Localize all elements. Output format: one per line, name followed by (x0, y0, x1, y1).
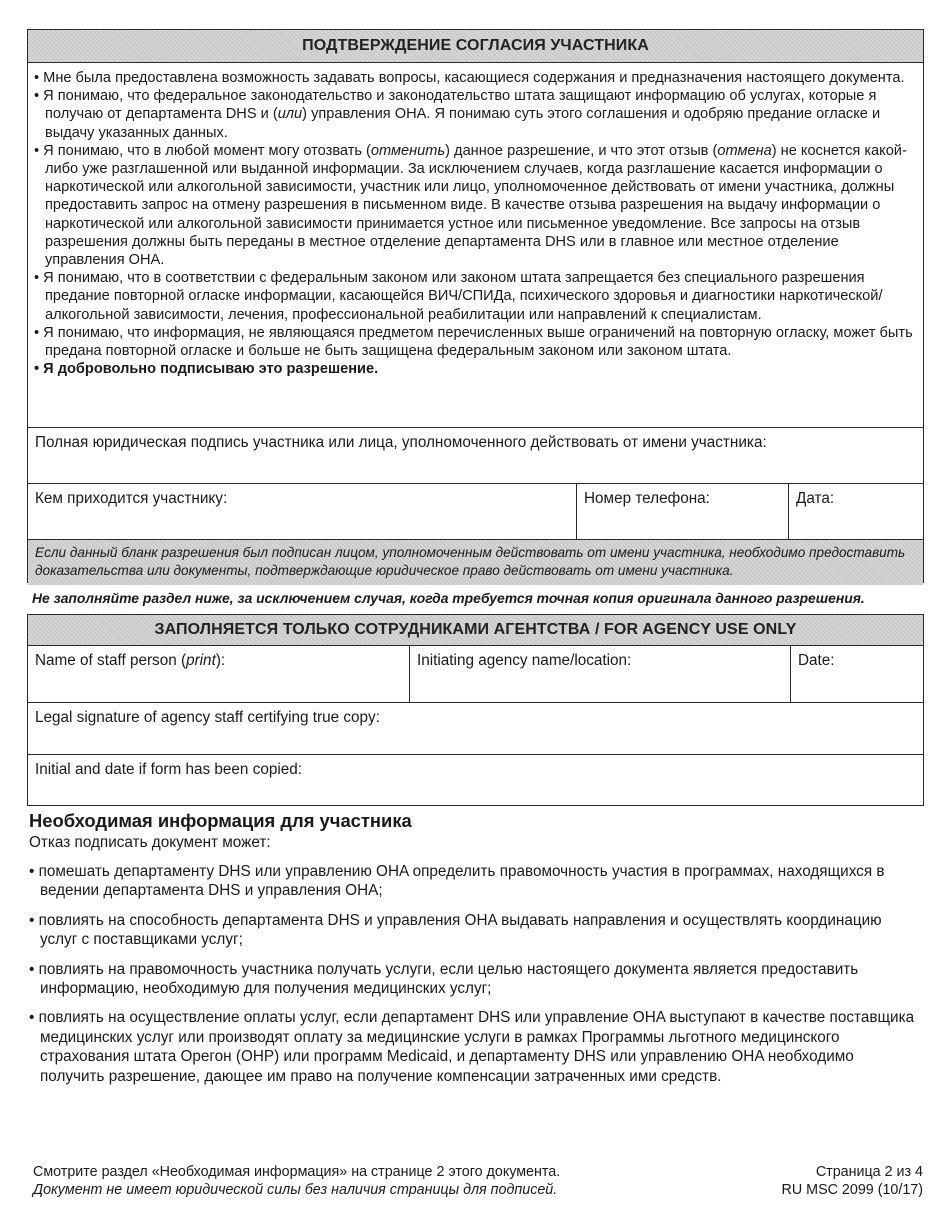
agency-location-field[interactable] (409, 646, 790, 702)
phone-field[interactable] (576, 484, 788, 539)
staff-name-field[interactable]: Name of staff person (print): (35, 652, 226, 669)
consent-statement-voluntary: • Я добровольно подписываю это разрешение. (34, 360, 915, 378)
agency-section (27, 614, 924, 806)
relation-field[interactable] (28, 484, 576, 539)
info-item: • помешать департаменту DHS или управлению OHA определить правомочность участия в программах, находящихся в ведении департамента DHS и управления OHA; (29, 862, 919, 901)
form-id: RU MSC 2099 (10/17) (781, 1182, 923, 1198)
copy-initial-label: Initial and date if form has been copied: (35, 761, 303, 778)
footer-notes (33, 1163, 560, 1199)
participant-signature-label: Полная юридическая подпись участника или лица, уполномоченного действовать от имени участника: (35, 434, 767, 451)
relation-label: Кем приходится участнику: (35, 490, 228, 507)
copy-initial-field[interactable] (28, 755, 923, 804)
footer-reference: Смотрите раздел «Необходимая информация» на странице 2 этого документа. (33, 1164, 561, 1180)
footer-meta (782, 1163, 923, 1199)
dont-fill-instruction: Не заполняйте раздел ниже, за исключением случая, когда требуется точная копия оригинала данного разрешения. (32, 590, 865, 606)
participant-signature-field[interactable] (28, 428, 923, 483)
consent-section (27, 29, 924, 583)
consent-statement: • Я понимаю, что в любой момент могу отозвать (отменить) данное разрешение, и что этот отзыв (отмена) не коснется какой-либо уже разглашенной или выданной информации. За исключением случаев, когда разглашение касается информации о наркотической или алкогольной зависимости, участник или лицо, уполномоченное действовать от имени участника, должны предоставить запрос на отмену разрешения в письменном виде. В качестве отзыва разрешения на выдачу информации о наркотической или алкогольной зависимости принимается устное или письменное уведомление. Все запросы на отзыв разрешения должны быть переданы в местное отделение департамента DHS или в главное или местное отделение управления OHA. (34, 142, 915, 269)
agency-date-field[interactable] (790, 646, 923, 702)
info-item: • повлиять на способность департамента DHS и управления OHA выдавать направления и осуществлять координацию услуг с поставщиками услуг; (29, 911, 919, 950)
consent-statement: • Я понимаю, что информация, не являющаяся предметом перечисленных выше ограничений на повторную огласку, может быть предана повторной огласке и больше не быть защищена федеральным законом или законом штата. (34, 324, 915, 360)
agency-signature-field[interactable] (28, 703, 923, 754)
agency-date-label: Date: (798, 652, 835, 669)
consent-date-label: Дата: (796, 490, 835, 507)
consent-statements (28, 63, 923, 427)
info-item: • повлиять на осуществление оплаты услуг, если департамент DHS или управление OHA выступают в качестве поставщика медицинских услуг или производят оплату за медицинские услуги в рамках Программы льготного медицинского страхования штата Орегон (OHP) или программ Medicaid, и департаменту DHS или управлению OHA необходимо получить разрешение, дающее им право на получение компенсации затраченных ими средств. (29, 1008, 919, 1086)
consent-date-field[interactable] (788, 484, 923, 539)
consent-statement: • Мне была предоставлена возможность задавать вопросы, касающиеся содержания и предназначения настоящего документа. (34, 69, 915, 87)
agency-signature-label: Legal signature of agency staff certifying true copy: (35, 709, 380, 726)
agency-location-label: Initiating agency name/location: (417, 652, 632, 669)
staff-name-label: Name of staff person ( (35, 652, 187, 669)
agency-header: ЗАПОЛНЯЕТСЯ ТОЛЬКО СОТРУДНИКАМИ АГЕНТСТВА / FOR AGENCY USE ONLY (28, 615, 923, 646)
info-subtitle: Отказ подписать документ может: (29, 834, 271, 851)
consent-statement: • Я понимаю, что в соответствии с федеральным законом или законом штата запрещается без специального разрешения предание повторной огласке информации, касающейся ВИЧ/СПИДа, психического здоровья и диагностики наркотической/алкогольной зависимости, лечения, профессиональной реабилитации или направлений к специалистам. (34, 269, 915, 324)
consent-statement: • Я понимаю, что федеральное законодательство и законодательство штата защищают информацию об услугах, которые я получаю от департамента DHS и (или) управления OHA. Я понимаю суть этого соглашения и одобряю предание огласке и выдачу указанных данных. (34, 87, 915, 142)
footer-validity-note: Документ не имеет юридической силы без наличия страницы для подписей. (33, 1182, 558, 1198)
consent-header: ПОДТВЕРЖДЕНИЕ СОГЛАСИЯ УЧАСТНИКА (28, 30, 923, 63)
info-item: • повлиять на правомочность участника получать услуги, если целью настоящего документа является предоставить информацию, необходимую для получения медицинских услуг; (29, 960, 919, 999)
representative-note: Если данный бланк разрешения был подписан лицом, уполномоченным действовать от имени участника, необходимо предоставить доказательства или документы, подтверждающие юридическое право действовать от имени участника. (28, 539, 923, 585)
page-number: Страница 2 из 4 (815, 1164, 923, 1180)
info-list (29, 862, 919, 1096)
info-title: Необходимая информация для участника (29, 810, 412, 831)
phone-label: Номер телефона: (584, 490, 710, 507)
